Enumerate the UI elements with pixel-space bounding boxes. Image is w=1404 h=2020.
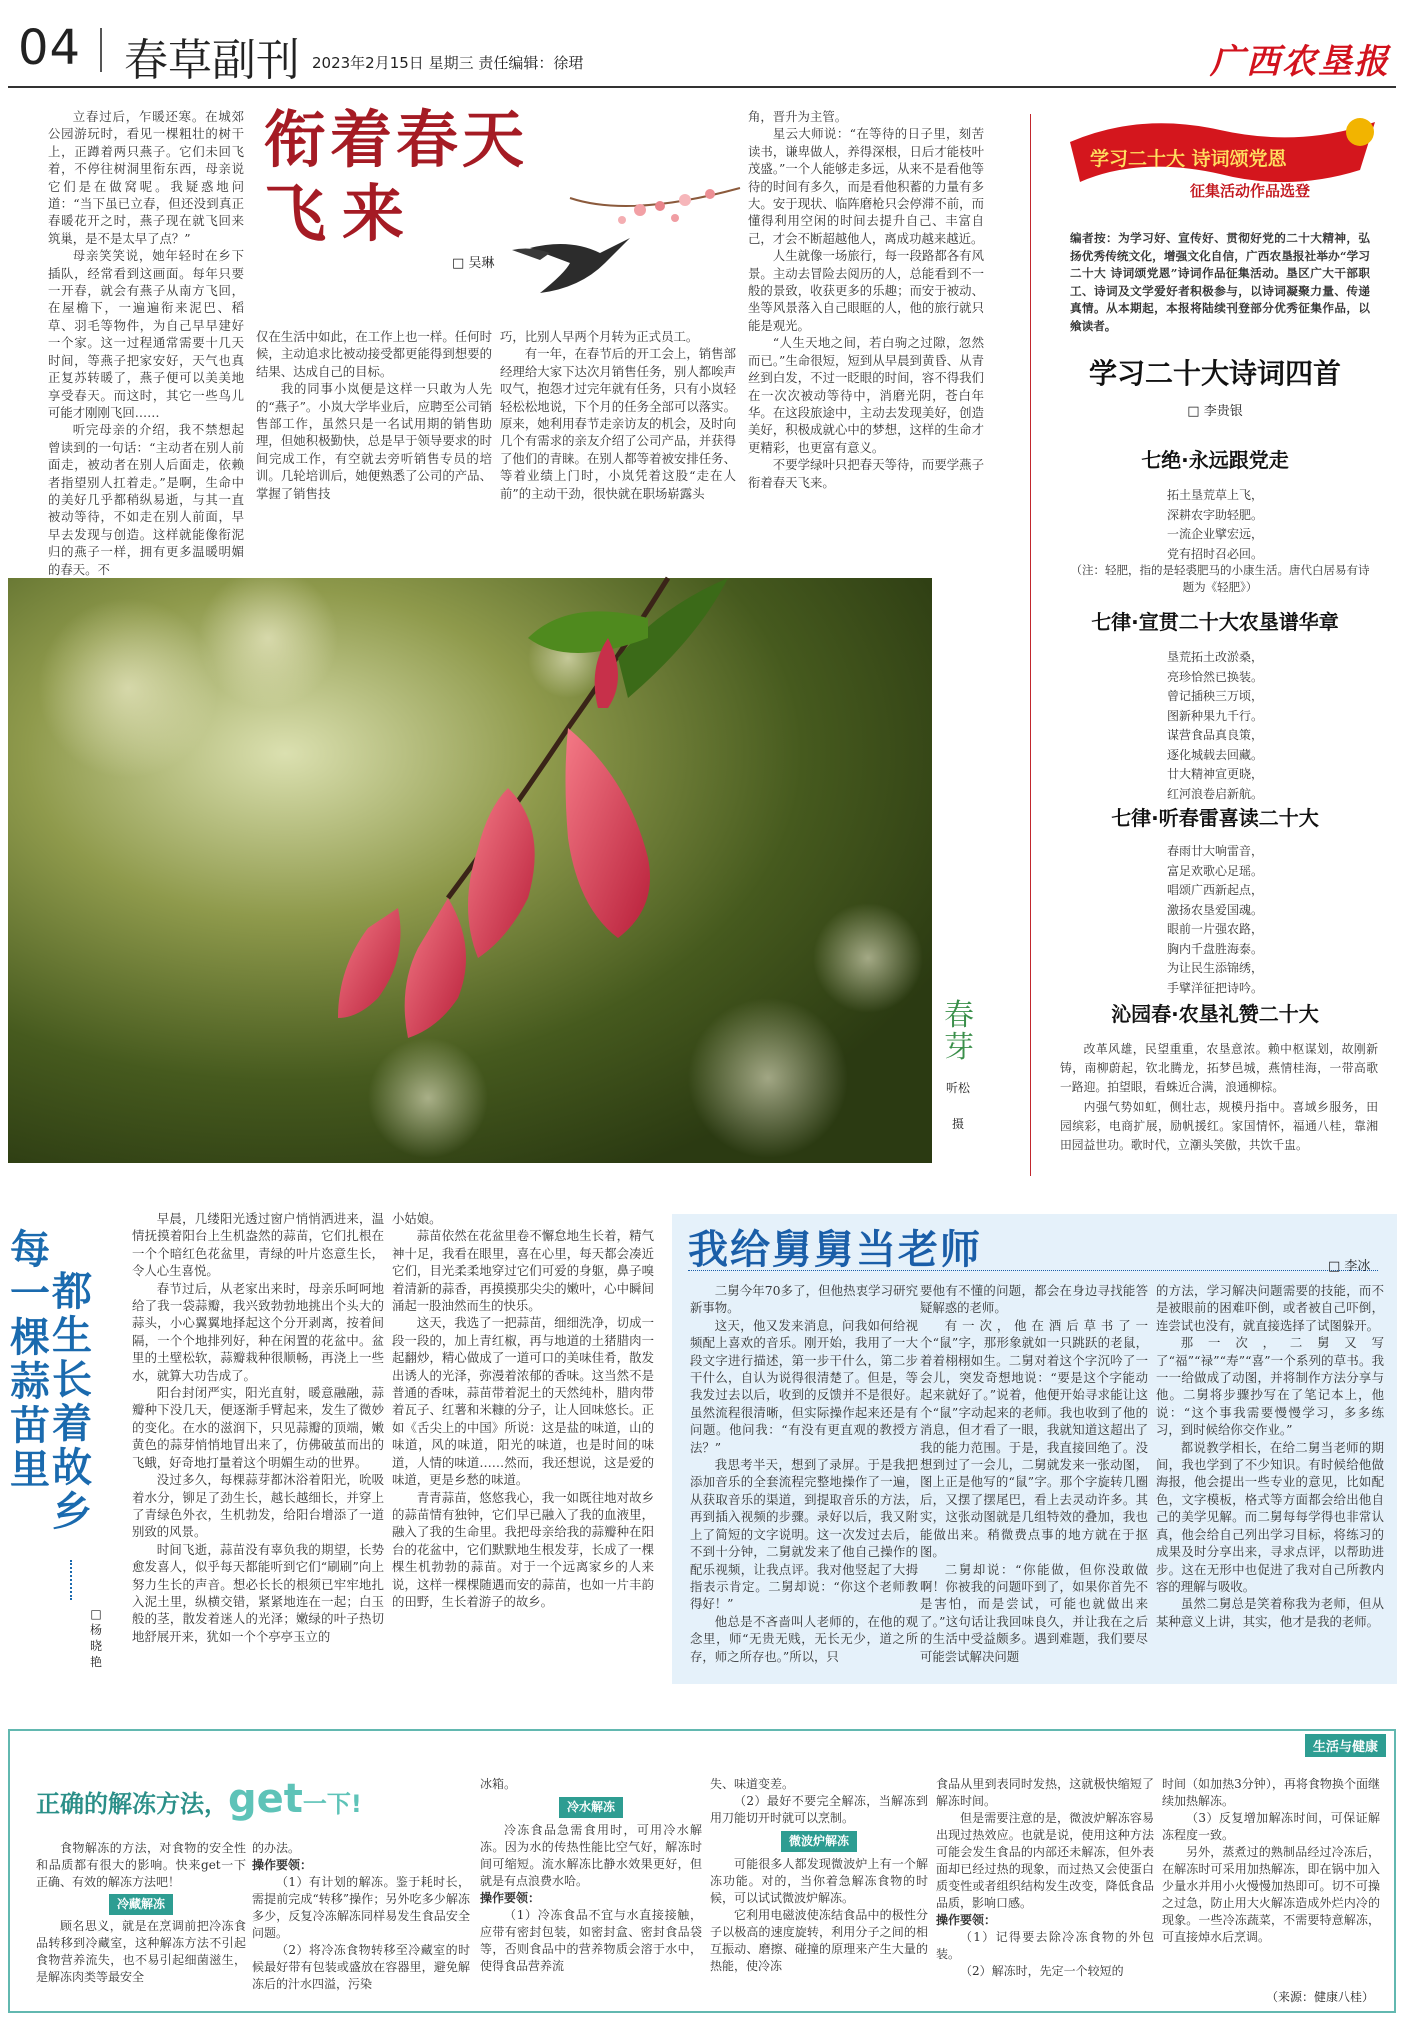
article3-title-rule <box>688 1270 1378 1271</box>
article2-title-part1: 每一棵蒜苗里 <box>10 1227 50 1493</box>
ops-label-2: 操作要领： <box>480 1891 541 1905</box>
poem-4-body-part1: 改革风雄，民望重重，农垦意浓。赖中枢谋划，故刚新铸，南柳蔚起，钦北腾龙，拓梦邑城，燕情桂海，一带高歌一路迎。拍望眼，看蛛近合满，浪通柳棕。 <box>1060 1042 1378 1094</box>
newspaper-logo: 广西农垦报 <box>1210 42 1390 82</box>
health-column-4: 失、味道变差。 （2）最好不要完全解冻，当解冻到用刀能切开时就可以烹制。 微波炉解冻 可能很多人都发现微波炉上有一个解冻功能。对的，当你着急解冻食物的时候，可以试试微波炉解冻。 它利用电磁波使冻结食品中的极性分子以极高的速度旋转，利用分子之间的相互振动、磨擦、碰撞的原理来产生大量的热能，使冷冻 <box>710 1777 928 1973</box>
article1-title-line1: 衔着春天 <box>264 103 529 176</box>
poem-4-body-part2: 内强气势如虹，侧壮志，规模丹指中。喜域乡服务，田园缤彩，电商扩展，励帆援红。家国情怀，福通八桂，靠湘田园益世功。歌时代，立潮头笑傲，共饮千盅。 <box>1060 1100 1378 1152</box>
page-number: 04 <box>18 20 82 76</box>
ops-label-3: 操作要领： <box>936 1913 997 1927</box>
poem-1-body: 拓土垦荒草上飞， 深耕农字助轻肥。 一流企业擘宏远， 党有招时召必回。 <box>1166 488 1263 561</box>
poem-3-body: 春雨廿大响雷音， 富足欢歌心足瑶。 唱颂广西新起点， 激扬农垦爱国魂。 眼前一片强农路， 胸内千盘胜海泰。 为让民生添锦绣， 手擘洋征把诗吟。 <box>1166 844 1263 995</box>
banner-title: 学习二十大 诗词颂党恩 <box>1090 148 1287 170</box>
poems-main-title: 学习二十大诗词四首 <box>1088 357 1341 390</box>
health-title-end: 一下! <box>302 1790 362 1818</box>
article1-column-2: 仅在生活中如此，在工作上也一样。任何时候，主动追求比被动接受都更能得到想要的结果、达成自己的目标。 我的同事小岚便是这样一只敢为人先的“燕子”。小岚大学毕业后，应聘至公司销售部工作，虽然只是一名试用期的销售助理，但她积极勤快，总是早于领导要求的时间完成工作，有空就去旁听销售专员的培训。几轮培训后，她便熟悉了公司的产品、掌握了销售技 <box>256 329 492 501</box>
health-column-5: 食品从里到表同时发热，这就极快缩短了解冻时间。 但是需要注意的是，微波炉解冻容易出现过热效应。也就是说，使用这种方法可能会发生食品的内部还未解冻，但外表面却已经过热的现象，而过热又会使蛋白质变性或者组织结构发生改变，降低食品品质，影响口感。 操作要领： （1）记得要去除冷冻食物的外包装。 （2）解冻时，先定一个较短的 <box>936 1777 1154 1978</box>
article2-title-part2: 都生长着故乡 <box>52 1269 92 1535</box>
photo-illustration <box>8 578 932 1163</box>
article1-column-4: 角，晋升为主管。 星云大师说：“在等待的日子里，刻苦读书，谦卑做人，养得深根，日后才能枝叶茂盛。”一个人能够走多远，从来不是看他等待的时间有多久，而是看他积蓄的力量有多大。安于现状、临阵磨枪只会停滞不前，而懂得利用空闲的时间去提升自己、丰富自己，才会不断超越他人，离成功越来越近。 人生就像一场旅行，每一段路都各有风景。主动去冒险去阅历的人，总能看到不一般的景致，收获更多的乐趣；而安于被动、坐等风景落入自己眼眶的人，他的旅行就只能是观光。 “人生天地之间，若白驹之过隙，忽然而已。”生命很短，短到从早晨到黄昏、从青丝到白发，不过一眨眼的时间，容不得我们在一次次被动等待中，消磨光阴，苍白年华。在这段旅途中，主动去发现美好，创造美好，积极成就心中的梦想，这样的生命才更精彩，也更富有意义。 不要学绿叶只把春天等待，而要学燕子衔着春天飞来。 <box>748 109 984 490</box>
poem-4-title: 沁园春·农垦礼赞二十大 <box>1111 1002 1319 1026</box>
photo-caption-role: 摄 <box>951 1117 964 1131</box>
article2-column-1: 早晨，几缕阳光透过窗户悄悄洒进来，温情抚摸着阳台上生机盎然的蒜苗，它们扎根在一个个暗红色花盆里，青绿的叶片恣意生长，令人心生喜悦。 春节过后，从老家出来时，母亲乐呵呵地给了我一袋蒜瓣，我兴致勃勃地挑出个头大的蒜头，小心翼翼地择起这个分开剥离，按着间隔，一个个地排列好，种在闲置的花盆中。盆里的土壁松软，蒜瓣栽种很顺畅，再浇上一些水，就算大功告成了。 阳台封闭严实，阳光直射，暖意融融，蒜瓣种下没几天，便逐渐手臂起来，发生了微妙的变化。在水的滋润下，只见蒜瓣的顶端，嫩黄色的蒜芽悄悄地冒出来了，仿佛破茧而出的飞蛾，好奇地打量着这个明媚生动的世界。 没过多久，每棵蒜芽都沐浴着阳光，吮吸着水分，铆足了劲生长，越长越细长，并穿上了青绿色外衣，生机勃发，给阳台增添了一道别致的风景。 时间飞逝，蒜苗没有辜负我的期望，长势愈发喜人，似乎每天都能听到它们“刷刷”向上努力生长的声音。想必长长的根须已牢牢地扎入泥土里，纵横交错，紧紧地连在一起；白玉般的茎，散发着迷人的光泽；嫩绿的叶子热切地舒展开来，犹如一个个亭亭玉立的 <box>132 1211 384 1644</box>
article3-column-3: 的方法，学习解决问题需要的技能，而不是被眼前的困难吓倒，或者被自己吓倒，连尝试也没有，就直接选择了试图躲开。 那一次，二舅又写了“福”“禄”“寿”“喜”一个系列的草书。我一一给做成了动图，并将制作方法分享与他。二舅将步骤抄写在了笔记本上，他说：“这个事我需要慢慢学习，多多练习，到时候给你交作业。” 都说教学相长，在给二舅当老师的期间，我也学到了不少知识。有时候给他做海报，他会提出一些专业的意见，比如配色，文字模板，格式等方面都会给出他自己的美学见解。而二舅每每学得也非常认真，他会给自己列出学习目标，将练习的成果及时分享出来，寻求点评，以帮助进步。这在无形中也促进了我对自己所教内容的理解与吸收。 虽然二舅总是笑着称我为老师，但从某种意义上讲，其实，他才是我的老师。 <box>1156 1283 1384 1629</box>
spring-bud-photo <box>8 578 932 1163</box>
banner-subtitle: 征集活动作品选登 <box>1190 182 1311 200</box>
health-column-1: 食物解冻的方法，对食物的安全性和品质都有很大的影响。快来get一下正确、有效的解冻方法吧！ 冷藏解冻 顾名思义，就是在烹调前把冷冻食品转移到冷藏室，这种解冻方法不引起食物营养流失，也不易引起细菌滋生，是解冻肉类等最安全 <box>36 1841 246 1984</box>
header-rule <box>8 86 1396 88</box>
poem-2-title: 七律·宣贯二十大农垦谱华章 <box>1091 610 1339 634</box>
poem-1-note: （注：轻肥，指的是轻裘肥马的小康生活。唐代白居易有诗题为《轻肥》） <box>1070 563 1370 594</box>
health-column-6: 时间（如加热3分钟），再将食物换个面继续加热解冻。 （3）反复增加解冻时间，可保证解冻程度一致。 另外，蒸煮过的熟制品经过冷冻后，在解冻时可采用加热解冻，即在锅中加入少量水并用小火慢慢加热即可。切不可操之过急，防止用大火解冻造成外烂内冷的现象。一些冷冻蔬菜，不需要特意解冻，可直接焯水后烹调。 <box>1162 1777 1380 1944</box>
poetry-banner <box>1060 112 1380 204</box>
photo-caption-author: 听松 <box>946 1081 971 1095</box>
sidebar-rule <box>1030 114 1031 1176</box>
health-tag: 生活与健康 <box>1305 1734 1386 1757</box>
article3-author: □ 李冰 <box>1328 1259 1371 1274</box>
tag-cold-water-thaw: 冷水解冻 <box>559 1797 623 1818</box>
article1-column-3: 巧，比别人早两个月转为正式员工。 有一年，在春节后的开工会上，销售部经理给大家下达次月销售任务，别人都唉声叹气，抱怨才过完年就有任务，只有小岚轻轻松松地说，下个月的任务全部可以落实。原来，她利用春节走亲访友的机会，及时向几个有需求的亲友介绍了公司产品，并获得了他们的青睐。在别人都等着被安排任务、等着业绩上门时，小岚凭着这股“走在人前”的主动干劲，很快就在职场崭露头 <box>500 329 736 501</box>
health-title-main: 正确的解冻方法， <box>36 1790 228 1818</box>
photo-caption-title: 春芽 <box>944 998 974 1065</box>
poem-3-title: 七律·听春雷喜读二十大 <box>1111 806 1319 830</box>
article2-column-2: 小姑娘。 蒜苗依然在花盆里卷不懈怠地生长着，精气神十足，我看在眼里，喜在心里，每天都会凑近它们，目光柔柔地穿过它们可爱的身躯，鼻子嗅着清新的蒜香，再摸摸那尖尖的嫩叶，心中瞬间涌起一股油然而生的快乐。 这天，我选了一把蒜苗，细细洗净，切成一段一段的，加上青红椒，再与地道的土猪腊肉一起翻炒，精心做成了一道可口的美味佳肴，散发出诱人的光泽，弥漫着浓郁的香味。这当然不是普通的香味，蒜苗带着泥土的天然纯朴，腊肉带着瓦子、红薯和米糠的分子，让人回味悠长。正如《舌尖上的中国》所说：这是盐的味道，山的味道，风的味道，阳光的味道，也是时间的味道，人情的味道……然而，我还想说，这是爱的味道，更是乡愁的味道。 青青蒜苗，悠悠我心，我一如既往地对故乡的蒜苗情有独钟，它们早已融入了我的血液里，融入了我的生命里。我把母亲给我的蒜瓣种在阳台的花盆中，它们默默地生根发芽，长成了一棵棵生机勃勃的蒜苗。对于一个远离家乡的人来说，这样一棵棵随遇而安的蒜苗，也如一片丰韵的田野，生长着游子的故乡。 <box>392 1211 654 1609</box>
tag-fridge-thaw: 冷藏解冻 <box>109 1894 173 1915</box>
tag-microwave-thaw: 微波炉解冻 <box>781 1831 857 1852</box>
article1-title-line2: 飞来 <box>264 177 421 250</box>
editor-note: 编者按：为学习好、宣传好、贯彻好党的二十大精神，弘扬优秀传统文化，增强文化自信，广西农垦报社举办“学习二十大 诗词颂党恩”诗词作品征集活动。垦区广大干部职工、诗词及文学爱好者积极参与，以诗词凝聚力量、传递真情。从本期起，本报将陆续刊登部分优秀征集作品，以飨读者。 <box>1070 231 1370 333</box>
article3-title: 我给舅舅当老师 <box>688 1227 982 1273</box>
poem-2-body: 垦荒拓土改淤桑， 亮珍恰然已换装。 曾记插秧三万顷， 图新种果九千行。 谋营食品真良策， 逐化城载去回藏。 廿大精神宣更晓， 红河浪卷启新航。 <box>1166 650 1263 801</box>
header-divider <box>100 28 102 72</box>
poem-1-title: 七绝·永远跟党走 <box>1141 448 1289 472</box>
issue-meta: 2023年2月15日 星期三 责任编辑：徐珺 <box>312 54 584 72</box>
health-column-3: 冰箱。 冷水解冻 冷冻食品急需食用时，可用冷水解冻。因为水的传热性能比空气好，解冻时间可缩短。流水解冻比静水效果更好，但就是有点浪费水哈。 操作要领： （1）冷冻食品不宜与水直接接触，应带有密封包装，如密封盒、密封食品袋等，否则食品中的营养物质会溶于水中，使得食品营养流 <box>480 1777 702 1973</box>
health-column-2: 的办法。 操作要领： （1）有计划的解冻。鉴于耗时长，需提前完成“转移”操作；另外吃多少解冻多少，反复冷冻解冻同样易发生食品安全问题。 （2）将冷冻食物转移至冷藏室的时候最好带有包装或盛放在容器里，避免解冻后的汁水四溢，污染 <box>252 1841 470 1991</box>
article3-column-1: 二舅今年70多了，但他热衷学习研究新事物。 这天，他又发来消息，问我如何给视频配上喜欢的音乐。刚开始，我用了一大段文字进行描述，第一步干什么，第二步干什么，自认为说得很清楚了。但是，等我发过去以后，收到的反馈并不是很好。虽然流程很清晰，但实际操作起来还是有问题。他问我：“有没有更直观的教授方法？” 我思考半天，想到了录屏。于是我把添加音乐的全套流程完整地操作了一遍，从获取音乐的渠道，到提取音乐的方法，再到插入视频的步骤。录好以后，我又附上了简短的文字说明。这一次发过去后，不到十分钟，二舅就发来了他自己操作的配乐视频，让我点评。我对他竖起了大拇指表示肯定。二舅却说：“你这个老师教得好！” 他总是不吝啬叫人老师的，在他的观念里，师“无贵无贱，无长无少，道之所存，师之所存也。”所以，只 <box>690 1283 918 1664</box>
health-title-get: get <box>228 1776 303 1822</box>
section-name: 春草副刊 <box>124 35 300 86</box>
article2-title-rule <box>70 1560 72 1600</box>
poems-author: □ 李贵银 <box>1187 404 1243 419</box>
article2-author: □ 杨晓艳 <box>89 1607 102 1669</box>
health-title <box>36 1776 362 1822</box>
article1-column-1: 立春过后，乍暖还寒。在城郊公园游玩时，看见一棵粗壮的树干上，正蹲着两只燕子。它们未回飞着，不停往树洞里衔东西，母亲说它们是在做窝呢。我疑惑地问道：“当下虽已立春，但还没到真正春暖花开之时，燕子现在就飞回来筑巢，是不是太早了点？” 母亲笑笑说，她年轻时在乡下插队，经常看到这画面。每年只要一开春，就会有燕子从南方飞回，在屋檐下，一遍遍衔来泥巴、稻草、羽毛等物件，为自己早早建好一个家。这一过程通常需要十几天时间，等燕子把家安好，天气也真正复苏转暖了，燕子便可以美美地享受春天。而这时，其它一些鸟儿可能才刚刚飞回…… 听完母亲的介绍，我不禁想起曾读到的一句话：“主动者在别人前面走，被动者在别人后面走，依赖者指望别人扛着走。”是啊，生命中的美好几乎都稍纵易逝，与其一直被动等待，不如走在别人前面，早早去发现与创造。这样就能像衔泥归的燕子一样，拥有更多温暖明媚的春天。不 <box>48 109 244 577</box>
ops-label-1: 操作要领： <box>252 1858 313 1872</box>
swallow-plum-illustration <box>510 178 750 298</box>
article1-author: □ 吴琳 <box>452 256 495 271</box>
health-source: （来源：健康八桂） <box>1265 1990 1374 2004</box>
article3-column-2: 要他有不懂的问题，都会在身边寻找能答疑解惑的老师。 有一次，他在酒后草书了一个“鼠”字，那形象就如一只跳跃的老鼠，着着栩栩如生。二舅对着这个字沉吟了一会儿，突发奇想地说：“要是这个字能动起来就好了。”说着，他便开始寻求能让这个“鼠”字动起来的老师。我也收到了他的消息，但才看了一眼，我就知道这超出了我的能力范围。于是，我直接回绝了。没想到过了一会儿，二舅就发来一张动图，图上正是他写的“鼠”字。那个字旋转几圈后，又摆了摆尾巴，看上去灵动许多。其实，这张动图就是几组特效的叠加，我也能做出来。稍微费点事的地方就在于抠图。 二舅却说：“你能做，但你没敢做啊！你被我的问题吓到了，如果你首先不是害怕，而是尝试，可能也就做出来了。”这句话让我回味良久，并让我在之后的生活中受益颇多。遇到难题，我们要尽可能尝试解决问题 <box>920 1283 1148 1664</box>
